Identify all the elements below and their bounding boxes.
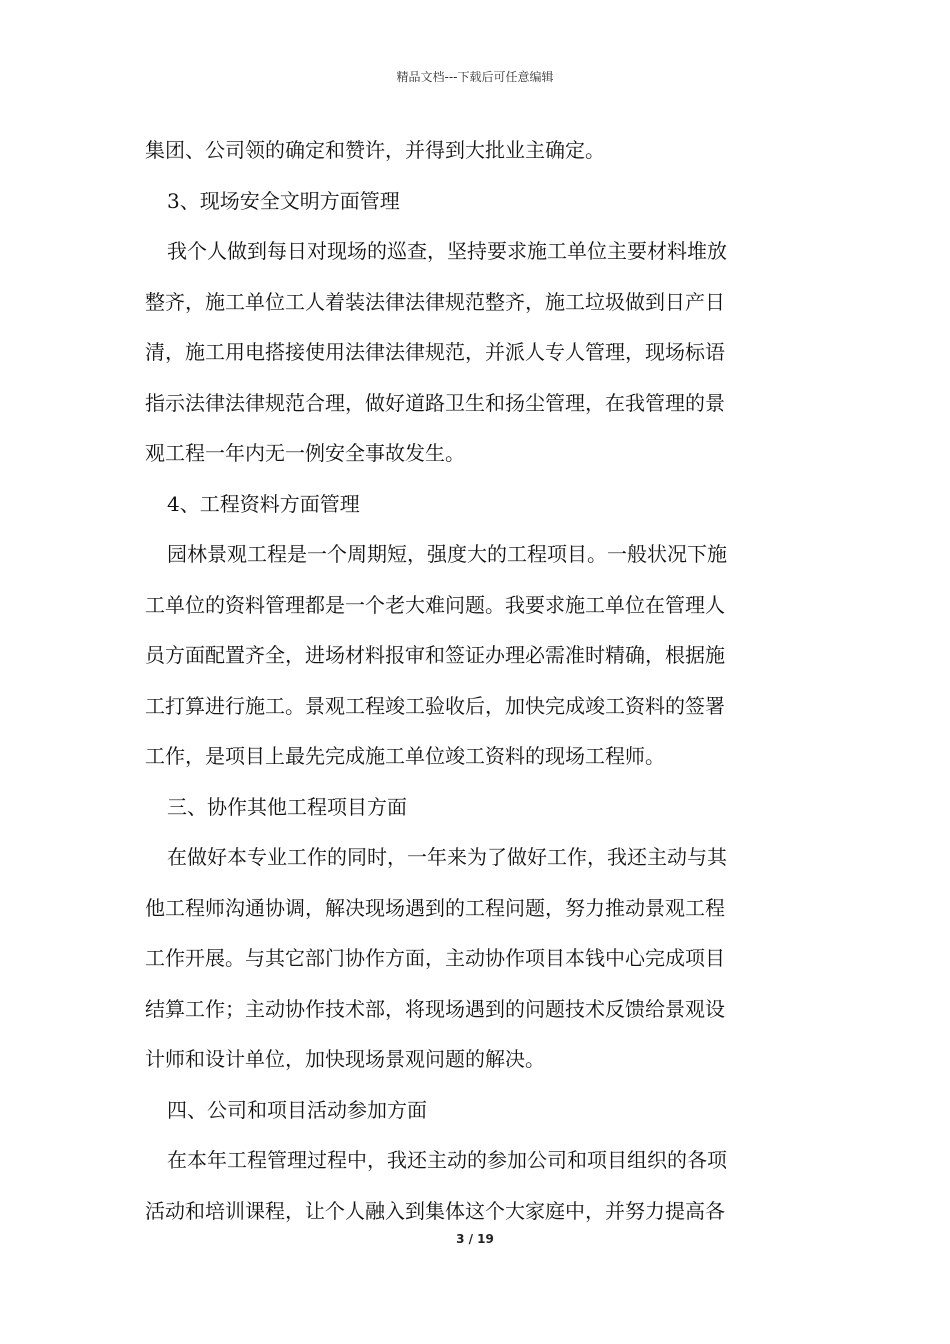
text-line: 指示法律法律规范合理，做好道路卫生和扬尘管理，在我管理的景 bbox=[145, 390, 725, 415]
text-line: 观工程一年内无一例安全事故发生。 bbox=[145, 441, 465, 465]
text-line: 他工程师沟通协调，解决现场遇到的工程问题，努力推动景观工程 bbox=[145, 895, 725, 920]
text-line: 结算工作；主动协作技术部，将现场遇到的问题技术反馈给景观设 bbox=[145, 996, 725, 1021]
text-line: 计师和设计单位，加快现场景观问题的解决。 bbox=[145, 1047, 545, 1071]
page-header: 精品文档---下载后可任意编辑 bbox=[396, 70, 554, 84]
text-line: 工作，是项目上最先完成施工单位竣工资料的现场工程师。 bbox=[145, 744, 665, 768]
page-number: 3 / 19 bbox=[456, 1232, 494, 1246]
text-line: 3、现场安全文明方面管理 bbox=[167, 188, 400, 213]
text-line: 在做好本专业工作的同时，一年来为了做好工作，我还主动与其 bbox=[167, 845, 727, 869]
text-line: 三、协作其他工程项目方面 bbox=[167, 794, 407, 819]
text-line: 园林景观工程是一个周期短，强度大的工程项目。一般状况下施 bbox=[167, 542, 727, 566]
text-line: 我个人做到每日对现场的巡查，坚持要求施工单位主要材料堆放 bbox=[167, 239, 727, 263]
text-line: 员方面配置齐全，进场材料报审和签证办理必需准时精确，根据施 bbox=[145, 643, 725, 667]
text-line: 清，施工用电搭接使用法律法律规范，并派人专人管理，现场标语 bbox=[145, 340, 725, 364]
text-line: 四、公司和项目活动参加方面 bbox=[167, 1097, 427, 1122]
text-line: 集团、公司领的确定和赞许，并得到大批业主确定。 bbox=[145, 138, 605, 162]
text-line: 工打算进行施工。景观工程竣工验收后，加快完成竣工资料的签署 bbox=[145, 693, 725, 718]
text-line: 工单位的资料管理都是一个老大难问题。我要求施工单位在管理人 bbox=[145, 592, 725, 617]
text-line: 工作开展。与其它部门协作方面，主动协作项目本钱中心完成项目 bbox=[145, 946, 725, 970]
text-line: 4、工程资料方面管理 bbox=[167, 491, 360, 516]
text-line: 活动和培训课程，让个人融入到集体这个大家庭中，并努力提高各 bbox=[145, 1198, 725, 1223]
text-line: 整齐，施工单位工人着装法律法律规范整齐，施工垃圾做到日产日 bbox=[145, 289, 725, 314]
text-line: 在本年工程管理过程中，我还主动的参加公司和项目组织的各项 bbox=[167, 1148, 727, 1172]
document-body bbox=[145, 125, 810, 1236]
